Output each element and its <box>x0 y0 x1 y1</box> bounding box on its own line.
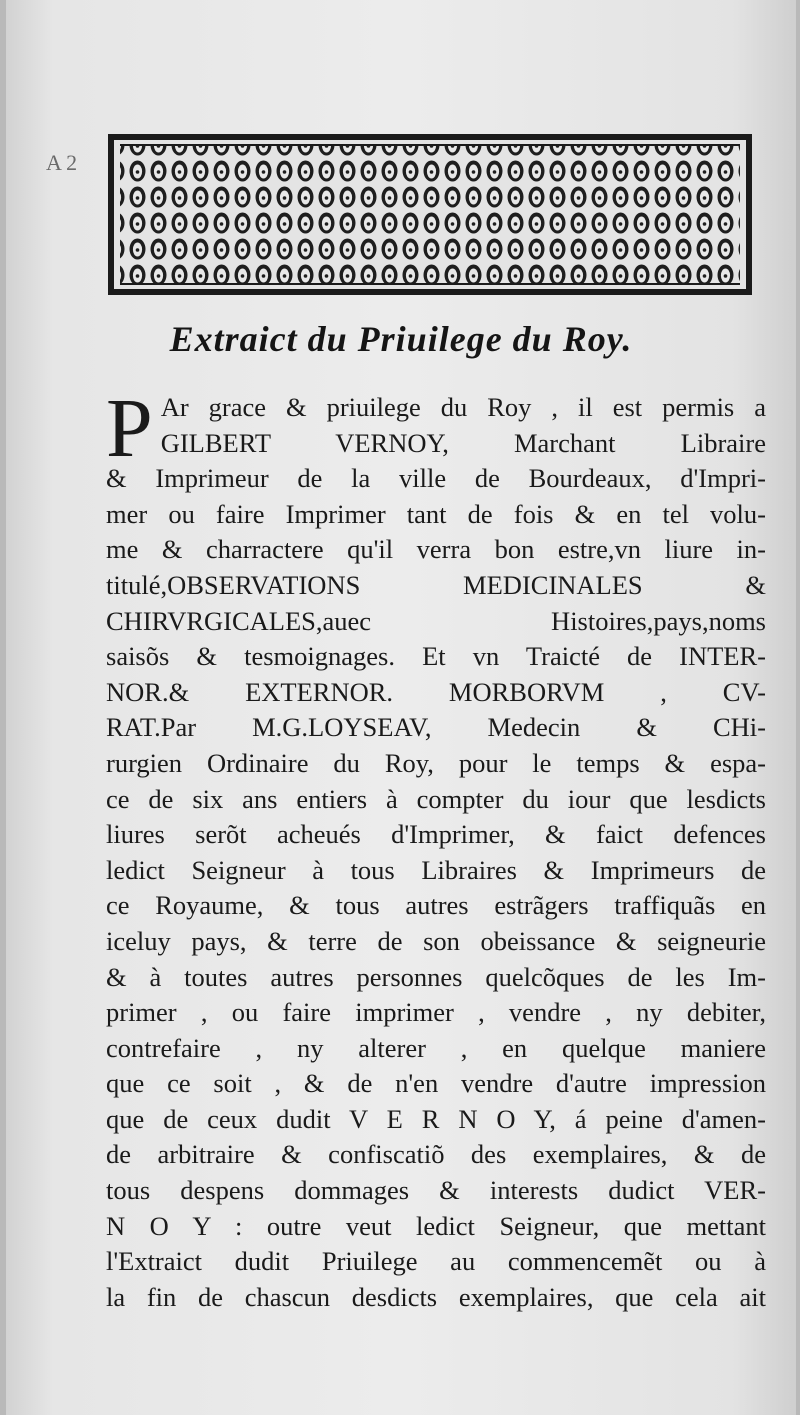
text-line: ce Royaume, & tous autres estrãgers traffiquãs en <box>106 890 766 921</box>
text-line: & à toutes autres personnes quelcõques de les Im- <box>106 961 766 992</box>
text-line: primer , ou faire imprimer , vendre , ny debiter, <box>106 997 766 1028</box>
text-line: iceluy pays, & terre de son obeissance & seigneurie <box>106 925 766 956</box>
text-line: NOR.& EXTERNOR. MORBORVM , CV- <box>106 676 766 707</box>
page-title: Extraict du Priuilege du Roy. <box>169 319 633 359</box>
text-line: RAT.Par M.G.LOYSEAV, Medecin & CHi- <box>106 712 766 743</box>
text-line: me & charractere qu'il verra bon estre,vn liure in- <box>106 534 766 565</box>
text-line: la fin de chascun desdicts exemplaires, que cela ait <box>106 1281 766 1312</box>
text-line: l'Extraict dudit Priuilege au commencemẽt ou à <box>106 1246 766 1277</box>
text-line: & Imprimeur de la ville de Bourdeaux, d'Impri- <box>106 463 766 494</box>
privilege-text <box>106 382 766 1315</box>
text-line: contrefaire , ny alterer , en quelque maniere <box>106 1032 766 1063</box>
text-line: Ar grace & priuilege du Roy , il est permis a <box>160 392 766 422</box>
drop-cap: P <box>106 382 153 475</box>
signature-mark: A 2 <box>46 150 78 175</box>
text-line: ce de six ans entiers à compter du iour que lesdicts <box>106 783 766 814</box>
text-line: CHIRVRGICALES,auec Histoires,pays,noms <box>106 605 766 636</box>
text-line: que ce soit , & de n'en vendre d'autre impression <box>106 1068 766 1099</box>
text-line: N O Y : outre veut ledict Seigneur, que mettant <box>106 1210 766 1241</box>
text-line: de arbitraire & confiscatiõ des exemplaires, & de <box>106 1139 766 1170</box>
text-line: que de ceux dudit V E R N O Y, á peine d'amen- <box>106 1103 766 1134</box>
text-line: tous despens dommages & interests dudict VER- <box>106 1175 766 1206</box>
text-line: rurgien Ordinaire du Roy, pour le temps & espa- <box>106 747 766 778</box>
ornamental-headpiece <box>106 132 754 297</box>
book-page <box>6 0 796 1415</box>
text-line: GILBERT VERNOY, Marchant Libraire <box>160 427 766 458</box>
text-line: mer ou faire Imprimer tant de fois & en tel volu- <box>106 498 766 529</box>
text-line: saisõs & tesmoignages. Et vn Traicté de INTER- <box>106 641 766 672</box>
text-line: liures serõt acheués d'Imprimer, & faict defences <box>106 819 766 850</box>
text-line: titulé,OBSERVATIONS MEDICINALES & <box>106 569 766 600</box>
text-line: ledict Seigneur à tous Libraires & Imprimeurs de <box>106 854 766 885</box>
